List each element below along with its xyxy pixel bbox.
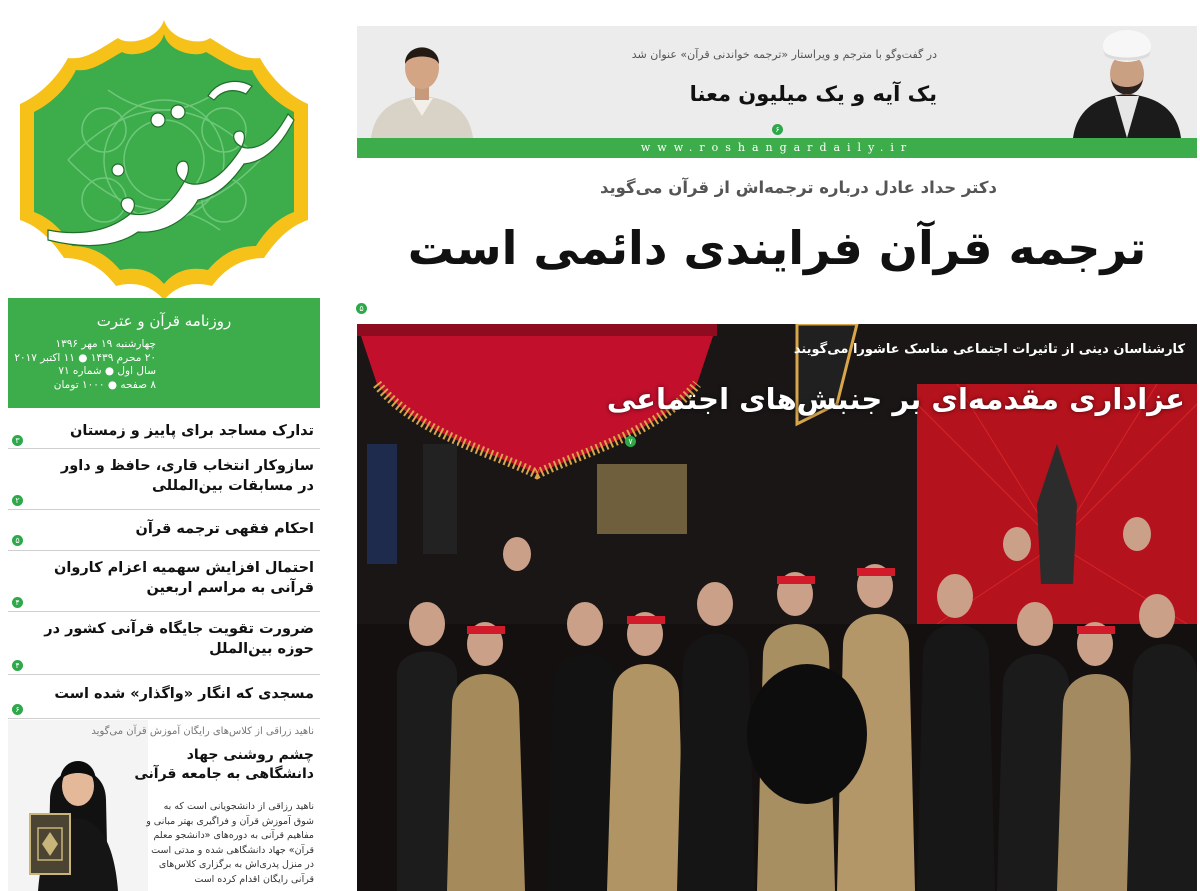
banner-kicker: در گفت‌وگو با مترجم و ویراستار «ترجمه خواندنی قرآن» عنوان شد xyxy=(631,48,937,61)
issue-number: سال اول ● شماره ۷۱ xyxy=(58,365,156,377)
lead-kicker: دکتر حداد عادل درباره ترجمه‌اش از قرآن می‌گوید xyxy=(599,178,997,197)
list-item[interactable] xyxy=(8,552,320,612)
photo-story-headline[interactable]: عزاداری مقدمه‌ای بر جنبش‌های اجتماعی xyxy=(606,382,1185,416)
issue-date: چهارشنبه ۱۹ مهر ۱۳۹۶ xyxy=(55,338,156,350)
issue-info xyxy=(14,338,156,392)
list-item[interactable] xyxy=(8,676,320,719)
issue-price: ۸ صفحه ● ۱۰۰۰ تومان xyxy=(53,378,156,391)
feature-body: ناهید رزاقی از دانشجویانی است که به شوق آموزش قرآن و فراگیری بهتر مبانی و مفاهیم قرآنی به دوره‌های «دانشجو معلم قرآن» جهاد دانشگاهی شده و مدتی است در منزل پدری‌اش به برگزاری کلاس‌های قرآنی رایگان اقدام کرده است xyxy=(146,801,314,885)
list-item[interactable] xyxy=(8,511,320,551)
list-item[interactable] xyxy=(8,613,320,675)
page-number-badge: ۲ xyxy=(12,495,23,506)
lead-headline[interactable]: ترجمه قرآن فرایندی دائمی است xyxy=(407,221,1147,275)
list-item-title[interactable]: مسجدی که انگار «واگذار» شده است xyxy=(54,686,314,702)
masthead-tagline: روزنامه قرآن و عترت xyxy=(96,312,232,330)
list-item-title[interactable]: احکام فقهی ترجمه قرآن xyxy=(135,521,314,537)
list-item-title[interactable]: احتمال افزایش سهمیه اعزام کاروان قرآنی به مراسم اربعین xyxy=(53,560,314,596)
page-number-badge: ۶ xyxy=(12,704,23,715)
logo-emblem-icon xyxy=(8,0,320,300)
issue-hijri-gregorian-date: ۲۰ محرم ۱۴۳۹ ● ۱۱ اکتبر ۲۰۱۷ xyxy=(14,351,156,364)
feature-title[interactable]: چشم روشنی جهاد دانشگاهی به جامعه قرآنی xyxy=(134,747,314,782)
website-url[interactable]: www.roshangardaily.ir xyxy=(357,138,1197,158)
masthead-info-panel xyxy=(8,298,320,408)
page-number-badge: ۶ xyxy=(772,124,783,135)
page-number-badge: ۴ xyxy=(12,660,23,671)
page-number-badge: ۵ xyxy=(356,303,367,314)
masthead-logo xyxy=(8,0,320,300)
list-item-title[interactable]: سازوکار انتخاب قاری، حافظ و داور در مسابقات بین‌المللی xyxy=(60,458,314,494)
list-item[interactable] xyxy=(8,450,320,510)
banner-title[interactable]: یک آیه و یک میلیون معنا xyxy=(689,82,937,106)
page-number-badge: ۷ xyxy=(625,436,636,447)
list-item[interactable] xyxy=(8,415,320,449)
photo-story-kicker: کارشناسان دینی از تاثیرات اجتماعی مناسک عاشورا می‌گویند xyxy=(793,342,1185,357)
list-item-title[interactable]: تدارک مساجد برای پاییز و زمستان xyxy=(69,423,314,439)
top-banner[interactable] xyxy=(357,26,1197,138)
sidebar-feature[interactable] xyxy=(8,720,320,891)
lead-photo-story[interactable] xyxy=(357,324,1197,891)
page-number-badge: ۳ xyxy=(12,435,23,446)
page-number-badge: ۴ xyxy=(12,597,23,608)
page-number-badge: ۵ xyxy=(12,535,23,546)
feature-photo-woman-holding-quran xyxy=(8,720,148,891)
list-item-title[interactable]: ضرورت تقویت جایگاه قرآنی کشور در حوزه بین‌الملل xyxy=(44,621,314,657)
cleric-portrait xyxy=(1071,26,1183,138)
feature-kicker: ناهید زراقی از کلاس‌های رایگان آموزش قرآن می‌گوید xyxy=(91,726,314,737)
interviewee-portrait xyxy=(367,32,477,138)
